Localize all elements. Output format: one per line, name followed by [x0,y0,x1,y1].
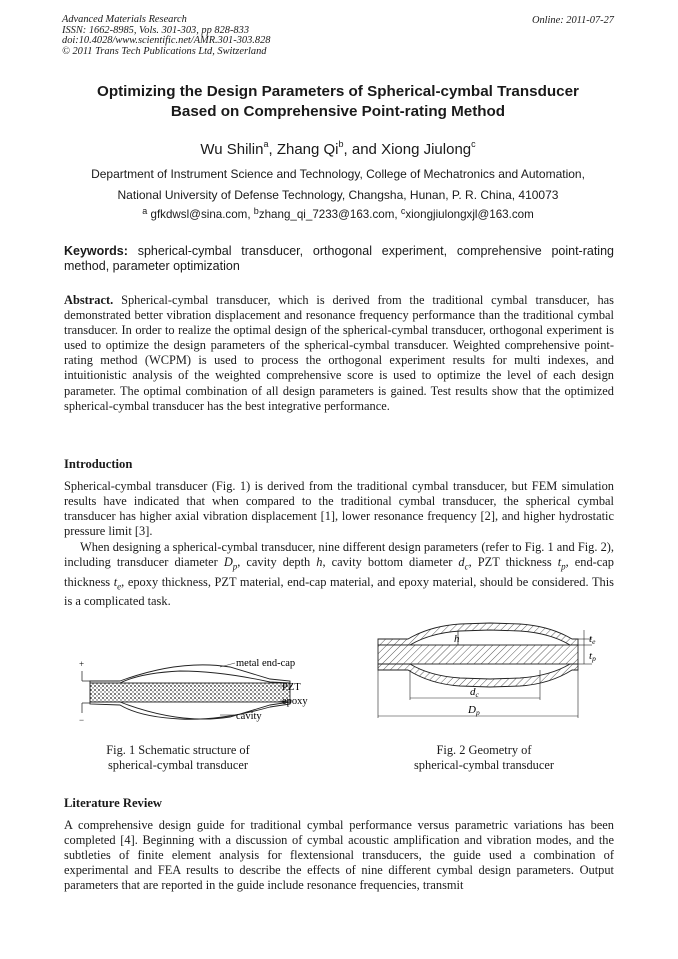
author-name: Wu Shilin [200,141,264,158]
issn-line: ISSN: 1662-8985, Vols. 301-303, pp 828-833 [62,24,250,36]
fig2-bottom-cap [378,664,578,687]
journal-header [62,15,270,57]
author-separator: , and [343,141,382,158]
dim-tp-label: tp [589,650,596,663]
dim-dp-label: Dp [468,704,480,717]
section-heading-introduction: Introduction [64,457,133,471]
figure-2-geometry [370,612,610,722]
author-name: Zhang Qi [276,141,339,158]
keywords-label: Keywords: [64,244,128,258]
label-pzt: PZT [282,682,301,693]
author-separator: , [268,141,277,158]
journal-name: Advanced Materials Research [62,14,187,25]
keywords-text: spherical-cymbal transducer, orthogonal experiment, comprehensive point-rating method, parameter optimization [64,244,614,273]
dim-h-label: h [454,633,460,645]
affiliation-line-2: National University of Defense Technology, Changsha, Hunan, P. R. China, 410073 [117,188,559,202]
label-metal-end-cap: metal end-cap [236,658,296,669]
figure-1-schematic [70,645,330,730]
minus-sign: − [79,715,85,725]
doi-line: doi:10.4028/www.scientific.net/AMR.301-303.828 [62,35,271,47]
plus-sign: + [79,659,85,669]
fig2-pzt [378,645,578,664]
email-mark: c [400,206,406,216]
label-epoxy: epoxy [282,696,308,707]
email-mark: a [142,206,148,216]
literature-paragraph: A comprehensive design guide for traditional cymbal performance versus parametric variations has been completed [4]. Beginning with a discussion of cymbal acoustic amplification and vibration modes, and the subtleties of finite element analysis for flextensional transducers, the guide used a combination of experimental and FEA results to describe the effects of nine different cymbal design parameters. Output parameters that are reported in the guide include resonance frequencies, transmit [64,818,614,893]
intro-paragraph-1: Spherical-cymbal transducer (Fig. 1) is derived from the traditional cymbal transducer, but FEM simulation results have indicated that when compared to the traditional cymbal transducer, the spherical cymbal transducer has higher axial vibration displacement [1], lower resonance frequency [2], and higher hydrostatic pressure limit [3]. [64,479,614,539]
intro-paragraph-2: When designing a spherical-cymbal transducer, nine different design parameters (refer to Fig. 1 and Fig. 2), including transducer diameter $D_p$, cavity depth h, cavity bottom diameter $d_c$, PZT thickness $t_p$, end-cap thickness $t_e$, epoxy thickness, PZT material, end-cap material, and epoxy material, should be considered. This is a complicated task. [64,540,615,609]
author-mark: a [263,139,269,149]
email-link[interactable]: xiongjiulongxjl@163.com [405,208,534,221]
email-link[interactable]: gfkdwsl@sina.com [150,208,248,221]
title-line-2: Based on Comprehensive Point-rating Method [170,103,506,120]
keywords [64,244,614,274]
fig2-caption-line1: Fig. 2 Geometry of [436,743,532,757]
paper-title [62,82,614,122]
pzt-disk [90,683,290,702]
email-list: $^a$ gfkdwsl@sina.com, $^b$zhang_qi_7233@163.com, $^c$xiongjiulongxjl@163.com [142,206,534,221]
email-link[interactable]: zhang_qi_7233@163.com [258,208,395,221]
abstract [64,293,614,414]
email-mark: b [253,206,259,216]
author-mark: b [338,139,344,149]
fig1-caption-line1: Fig. 1 Schematic structure of [106,743,250,757]
section-heading-literature-review: Literature Review [64,796,163,810]
figure-1-caption [70,743,286,773]
dim-te-label: te [589,633,596,646]
abstract-label: Abstract. [64,293,114,307]
author-name: Xiong Jiulong [381,141,472,158]
abstract-text: Spherical-cymbal transducer, which is derived from the traditional cymbal transducer, has demonstrated better vibration displacement and resonance frequency performance than the traditional cymbal transducer. In order to realize the optimal design of the spherical-cymbal transducer, orthogonal experiment is used to optimize the design parameters of the spherical-cymbal transducer. Weighted comprehensive point-rating method (WCPM) is used to process the orthogonal experiment results for multi indexes, and intuitionistic analysis of the weighted comprehensive score is used to optimize the level of each design parameter. The optimal combination of all design parameters is gained. Test results show that the optimized spherical-cymbal transducer has the best integrative performance. [64,293,614,413]
author-list [62,141,614,158]
online-date: Online: 2011-07-27 [531,15,614,26]
fig2-caption-line2: spherical-cymbal transducer [413,758,555,772]
affiliation-line-1: Department of Instrument Science and Technology, College of Mechatronics and Automation, [91,167,585,181]
title-line-1: Optimizing the Design Parameters of Spherical-cymbal Transducer [97,83,579,100]
fig1-caption-line2: spherical-cymbal transducer [107,758,249,772]
copyright-line: © 2011 Trans Tech Publications Ltd, Switzerland [62,45,267,57]
author-mark: c [471,139,476,149]
figure-2-caption [376,743,592,773]
dim-dc-label: dc [470,686,479,699]
fig2-top-cap [378,623,578,645]
label-cavity: cavity [236,711,262,722]
